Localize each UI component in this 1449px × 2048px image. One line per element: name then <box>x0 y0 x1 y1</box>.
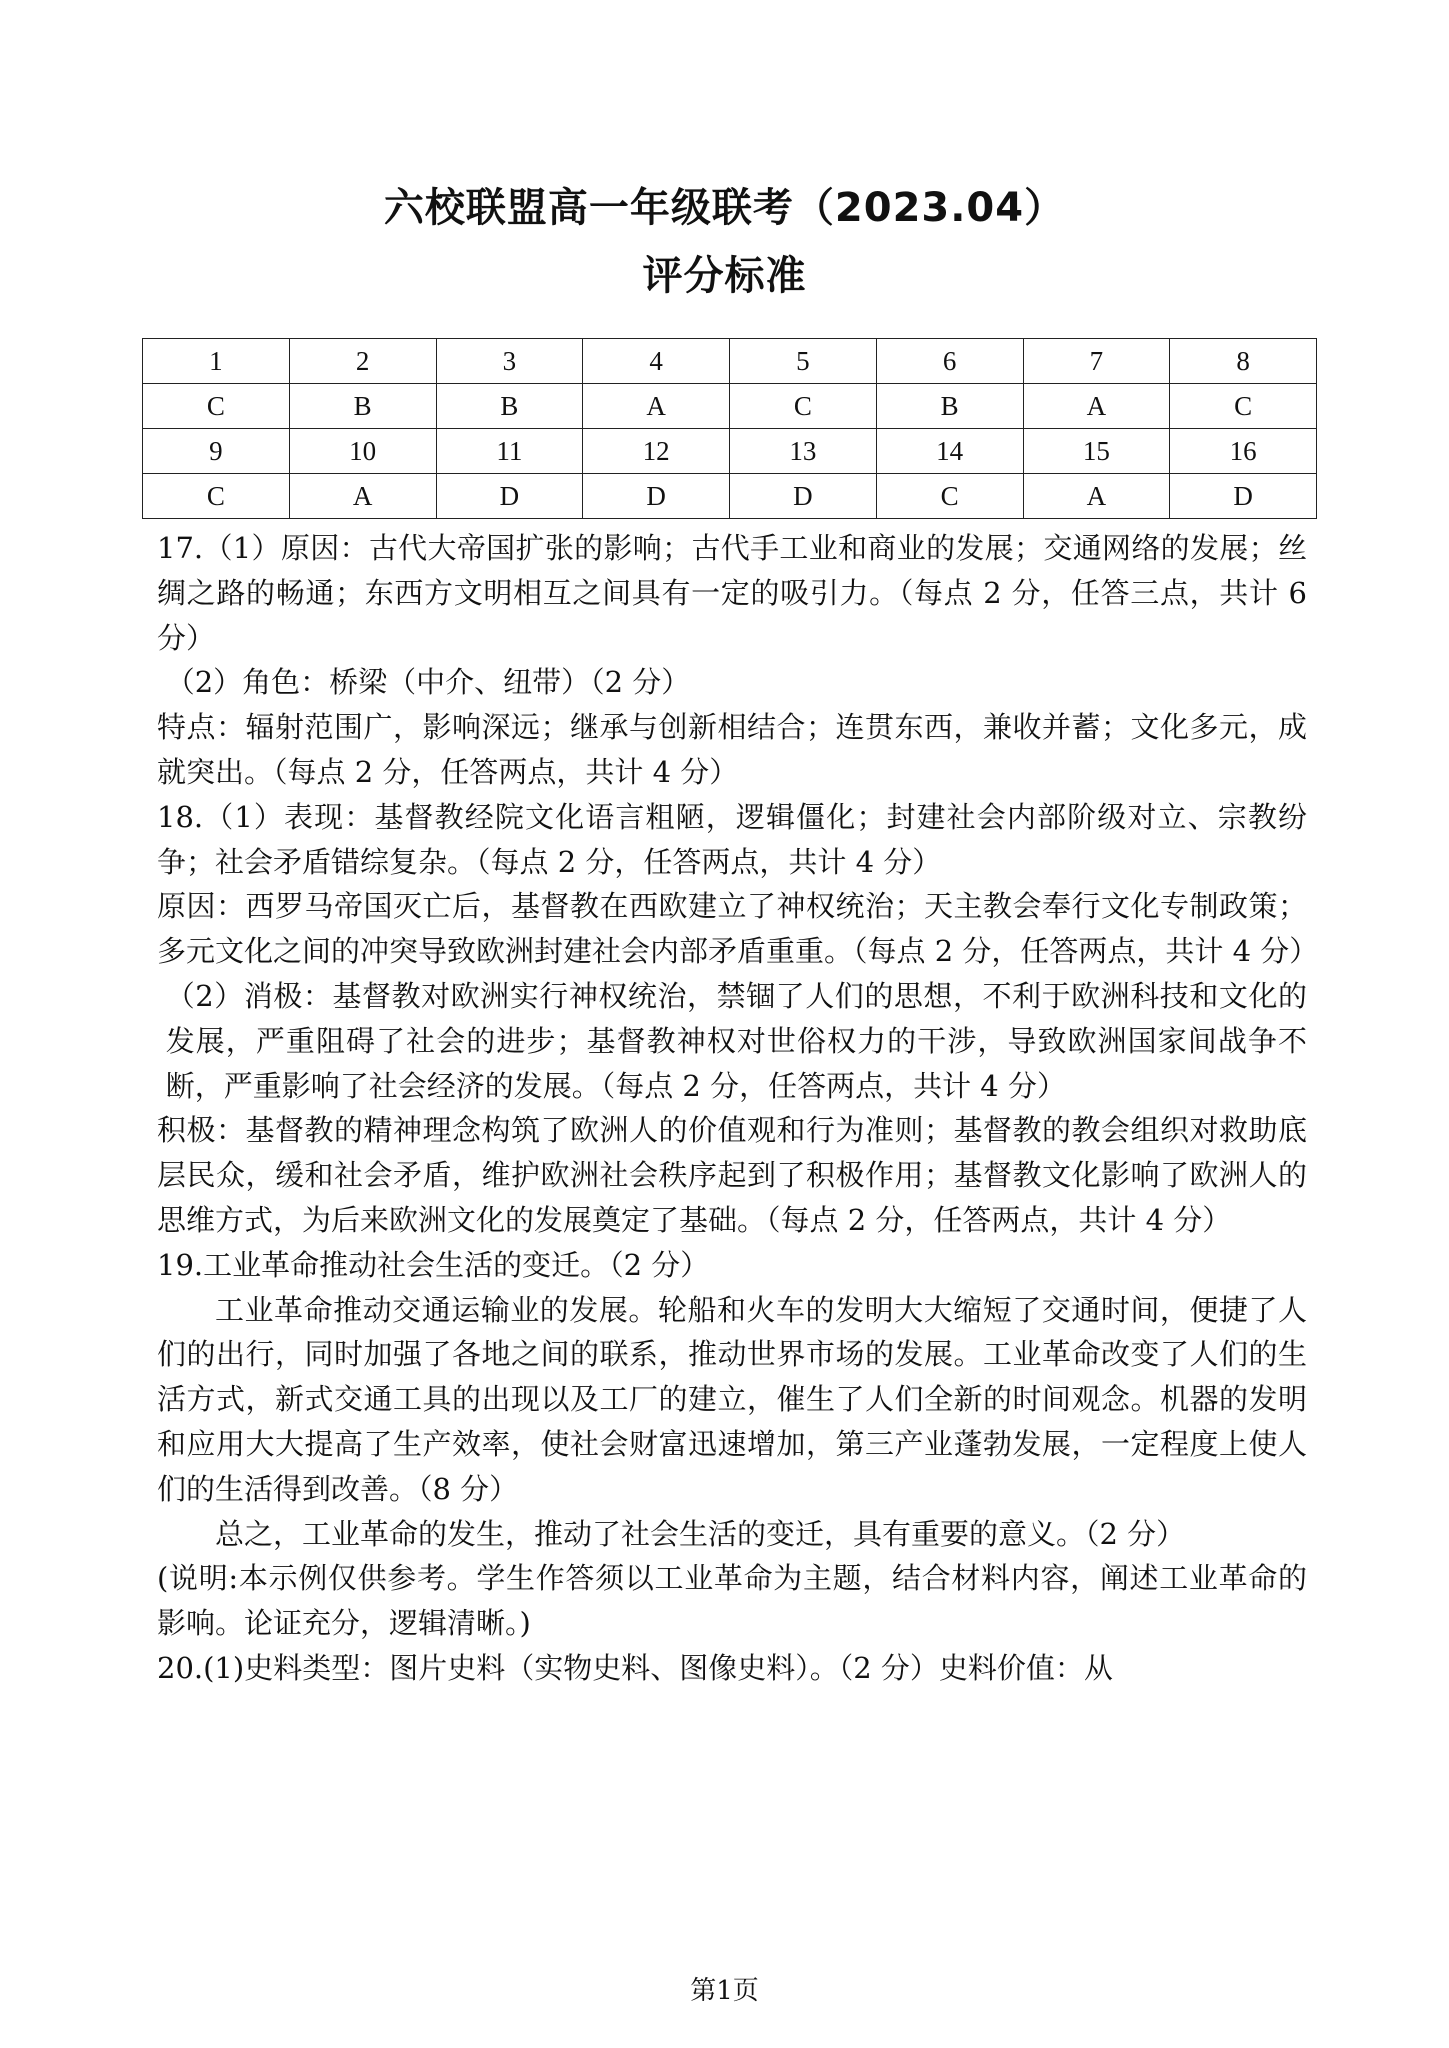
answer-cell: A <box>1023 384 1170 429</box>
page-number: 第1页 <box>690 1976 759 2006</box>
question-number-cell: 1 <box>143 339 290 384</box>
table-row <box>143 429 1317 474</box>
question-number-cell: 3 <box>436 339 583 384</box>
answer-cell: A <box>1023 474 1170 519</box>
answer-cell: A <box>289 474 436 519</box>
answer-cell: B <box>876 384 1023 429</box>
answer-key-table <box>142 338 1317 519</box>
answer-paragraph: 原因：西罗马帝国灭亡后，基督教在西欧建立了神权统治；天主教会奉行文化专制政策；多元文化之间的冲突导致欧洲封建社会内部矛盾重重。（每点 2 分，任答两点，共计 4 分） <box>157 889 1319 969</box>
answer-cell: B <box>436 384 583 429</box>
question-number-cell: 8 <box>1170 339 1317 384</box>
question-number-cell: 4 <box>583 339 730 384</box>
answer-cell: D <box>583 474 730 519</box>
answer-cell: A <box>583 384 730 429</box>
answer-content <box>157 526 1319 1691</box>
answer-cell: C <box>730 384 877 429</box>
table-row <box>143 339 1317 384</box>
answer-paragraph: 19.工业革命推动社会生活的变迁。（2 分） <box>157 1247 710 1282</box>
document-subtitle: 评分标准 <box>642 253 807 299</box>
question-number-cell: 5 <box>730 339 877 384</box>
question-number-cell: 14 <box>876 429 1023 474</box>
question-number-cell: 9 <box>143 429 290 474</box>
question-number-cell: 16 <box>1170 429 1317 474</box>
answer-cell: C <box>876 474 1023 519</box>
answer-paragraph: 18.（1）表现：基督教经院文化语言粗陋，逻辑僵化；封建社会内部阶级对立、宗教纷争；社会矛盾错综复杂。（每点 2 分，任答两点，共计 4 分） <box>157 799 1307 879</box>
answer-paragraph: 积极：基督教的精神理念构筑了欧洲人的价值观和行为准则；基督教的教会组织对救助底层民众，缓和社会矛盾，维护欧洲社会秩序起到了积极作用；基督教文化影响了欧洲人的思维方式，为后来欧洲文化的发展奠定了基础。（每点 2 分，任答两点，共计 4 分） <box>157 1113 1307 1237</box>
question-number-cell: 15 <box>1023 429 1170 474</box>
question-number-cell: 2 <box>289 339 436 384</box>
question-number-cell: 13 <box>730 429 877 474</box>
answer-cell: C <box>1170 384 1317 429</box>
table-row <box>143 384 1317 429</box>
answer-paragraph: （2）角色：桥梁（中介、纽带）（2 分） <box>165 665 691 700</box>
question-number-cell: 11 <box>436 429 583 474</box>
answer-paragraph: 20.(1)史料类型：图片史料（实物史料、图像史料）。（2 分）史料价值：从 <box>157 1650 1113 1685</box>
question-number-cell: 7 <box>1023 339 1170 384</box>
question-number-cell: 12 <box>583 429 730 474</box>
answer-paragraph: (说明:本示例仅供参考。学生作答须以工业革命为主题，结合材料内容，阐述工业革命的影响。论证充分，逻辑清晰。) <box>157 1561 1307 1641</box>
document-title: 六校联盟高一年级联考（2023.04） <box>383 185 1066 231</box>
answer-paragraph: 总之，工业革命的发生，推动了社会生活的变迁，具有重要的意义。（2 分） <box>215 1516 1186 1551</box>
answer-paragraph: 工业革命推动交通运输业的发展。轮船和火车的发明大大缩短了交通时间，便捷了人们的出行，同时加强了各地之间的联系，推动世界市场的发展。工业革命改变了人们的生活方式，新式交通工具的出现以及工厂的建立，催生了人们全新的时间观念。机器的发明和应用大大提高了生产效率，使社会财富迅速增加，第三产业蓬勃发展，一定程度上使人们的生活得到改善。（8 分） <box>157 1292 1307 1506</box>
question-number-cell: 10 <box>289 429 436 474</box>
answer-cell: B <box>289 384 436 429</box>
answer-cell: C <box>143 384 290 429</box>
answer-paragraph: （2）消极：基督教对欧洲实行神权统治，禁锢了人们的思想，不利于欧洲科技和文化的发展，严重阻碍了社会的进步；基督教神权对世俗权力的干涉，导致欧洲国家间战争不断，严重影响了社会经济的发展。（每点 2 分，任答两点，共计 4 分） <box>165 978 1307 1103</box>
table-row <box>143 474 1317 519</box>
answer-paragraph: 特点：辐射范围广，影响深远；继承与创新相结合；连贯东西，兼收并蓄；文化多元，成就突出。（每点 2 分，任答两点，共计 4 分） <box>157 710 1307 789</box>
answer-cell: C <box>143 474 290 519</box>
answer-paragraph: 17.（1）原因：古代大帝国扩张的影响；古代手工业和商业的发展；交通网络的发展；丝绸之路的畅通；东西方文明相互之间具有一定的吸引力。（每点 2 分，任答三点，共计 6 分） <box>157 531 1307 655</box>
question-number-cell: 6 <box>876 339 1023 384</box>
answer-cell: D <box>436 474 583 519</box>
answer-cell: D <box>1170 474 1317 519</box>
answer-cell: D <box>730 474 877 519</box>
